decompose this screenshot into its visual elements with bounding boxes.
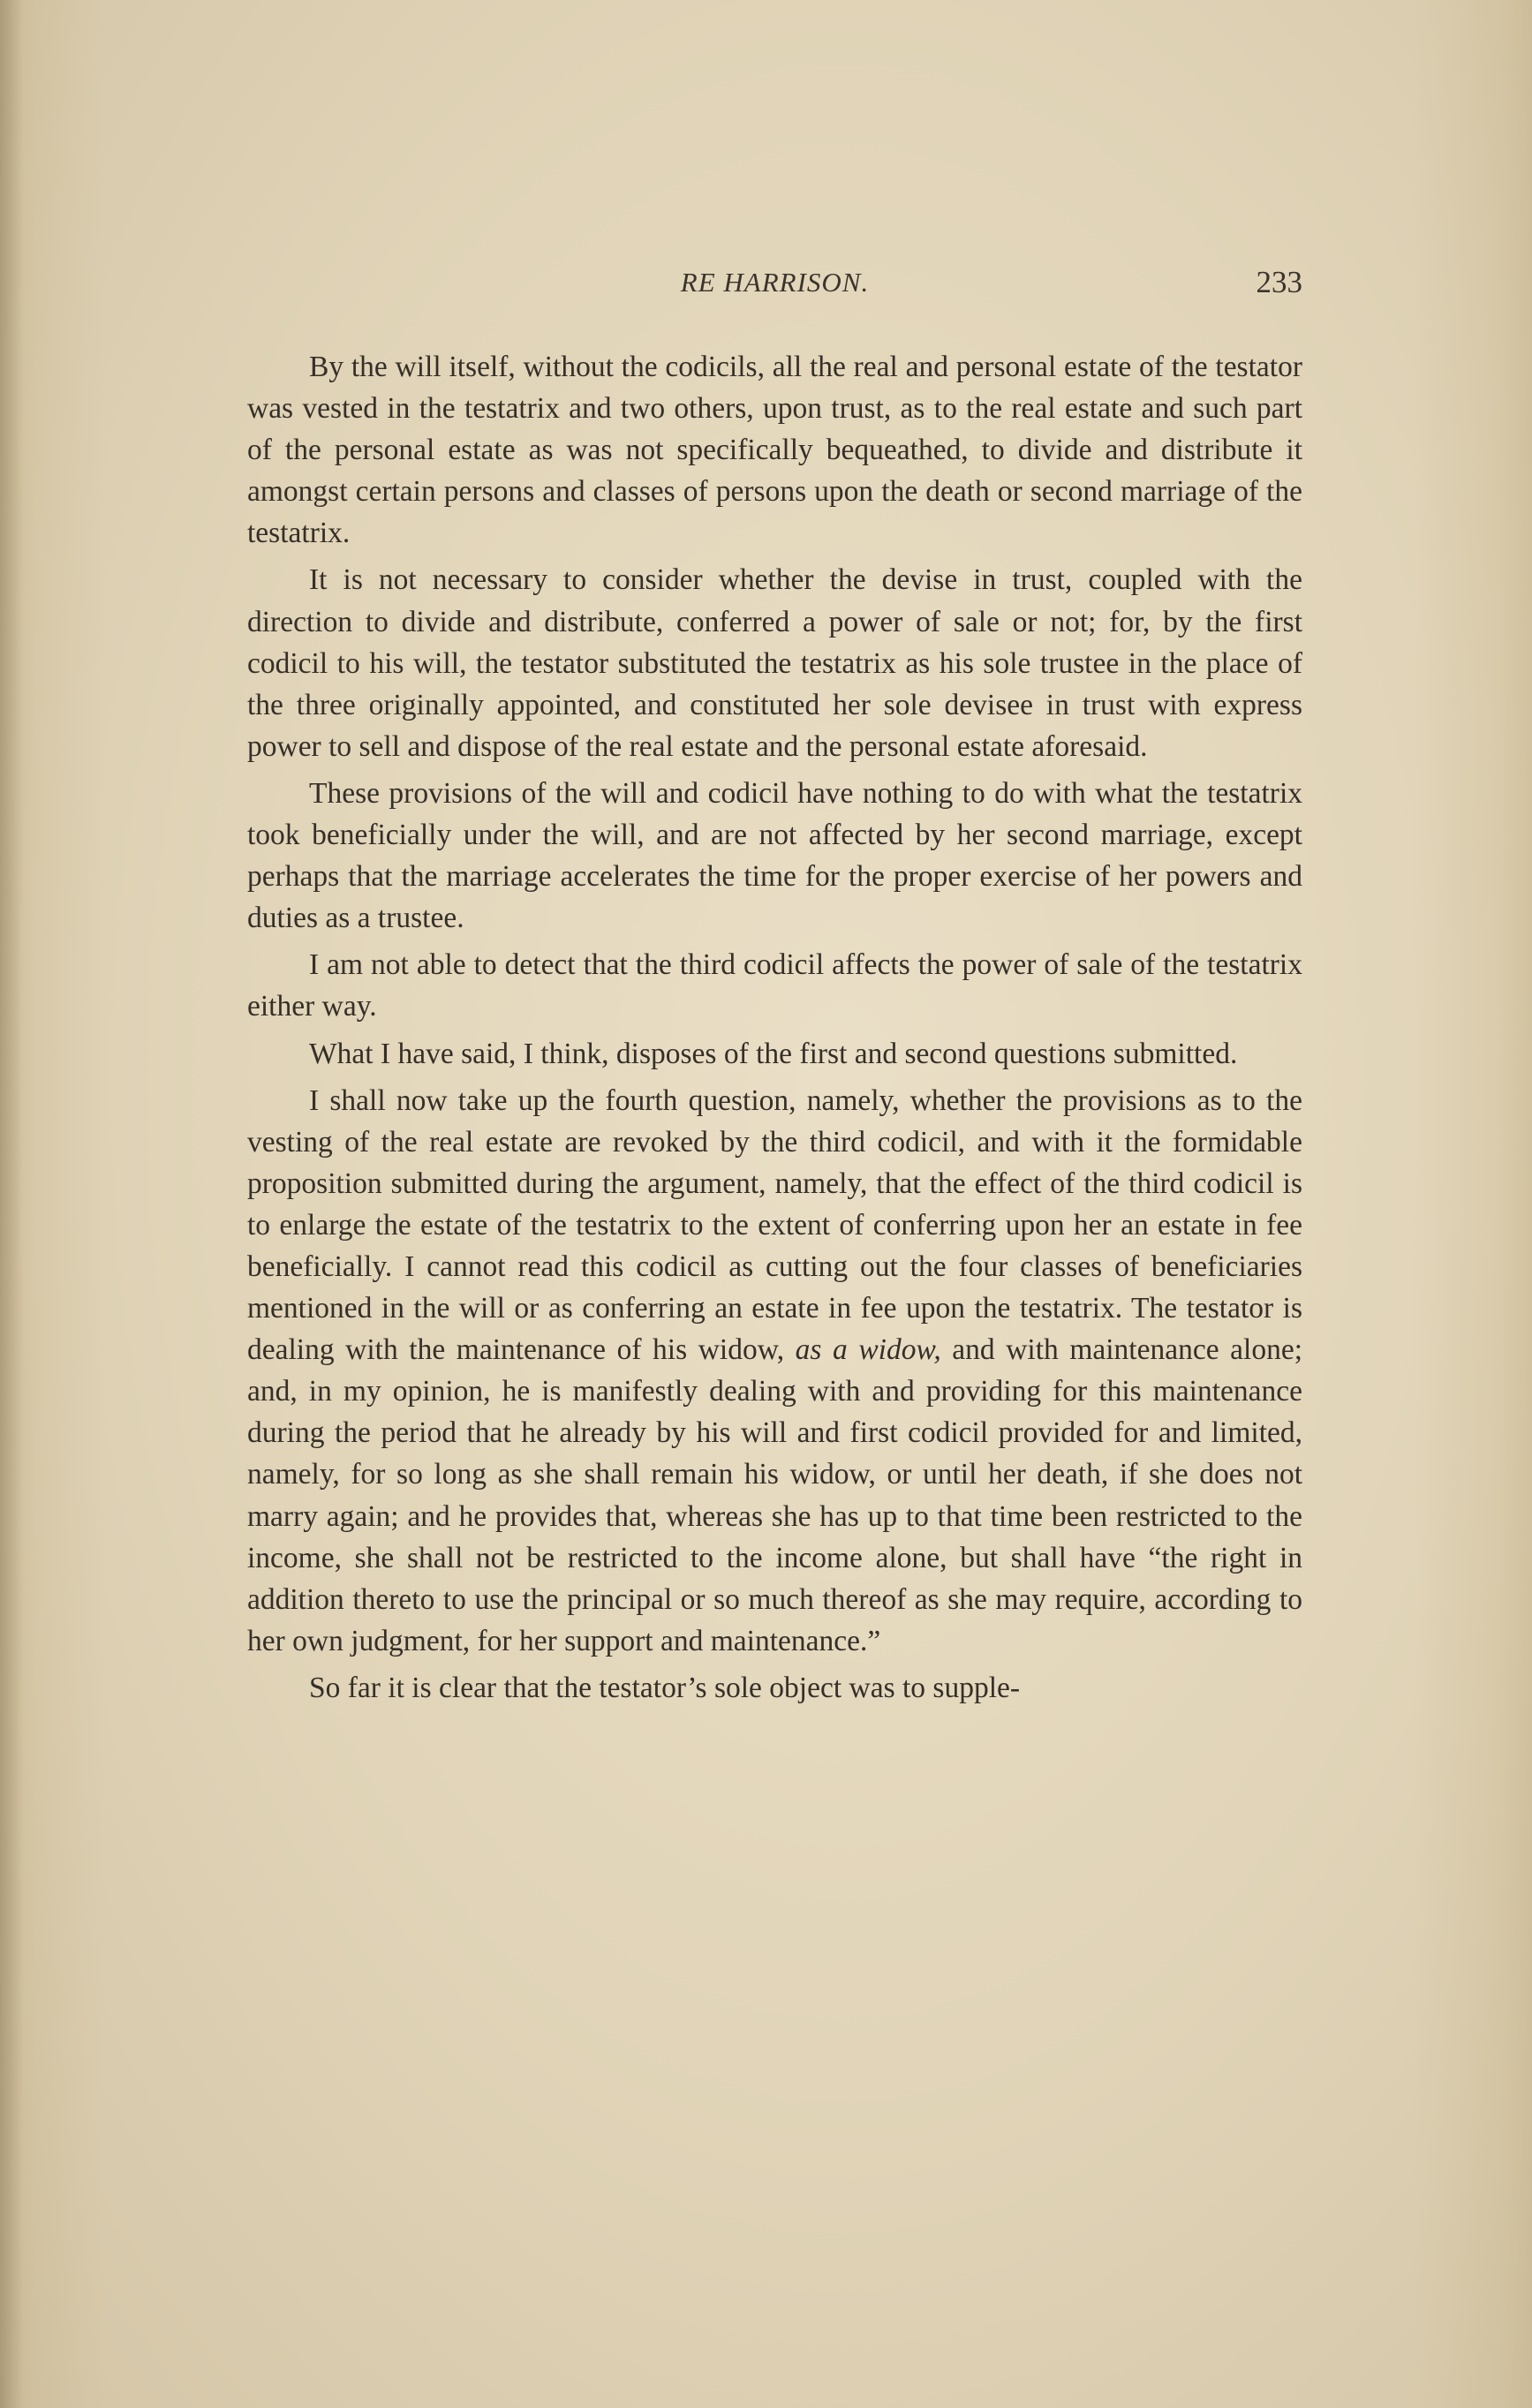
page-number: 233 bbox=[1256, 265, 1302, 299]
paragraph-6-part-2: and with maintenance alone; and, in my opinion, he is manifestly dealing with and providing for this maintenance during the period that he already by his will and first codicil provided for and limited, namely, for so long as she shall remain his widow, or until her death, if she does not marry again; and he provides that, whereas she has up to that time been restricted to the income, she shall not be restricted to the income alone, but shall have “the right in addition thereto to use the principal or so much thereof as she may require, according to her own judgment, for her support and maintenance.” bbox=[247, 1333, 1303, 1657]
paragraph-1: By the will itself, without the codicils, all the real and personal estate of the testator was vested in the testatrix and two others, upon trust, as to the real estate and such part of the personal estate as was not specifically bequeathed, to divide and distribute it amongst certain persons and classes of persons upon the death or second marriage of the testatrix. bbox=[247, 351, 1302, 550]
binding-gutter-shadow bbox=[0, 0, 23, 2408]
running-head: RE HARRISON. bbox=[680, 267, 870, 298]
paragraph-2: It is not necessary to consider whether the devise in trust, coupled with the direction to divide and distribute, conferred a power of sale or not; for, by the first codicil to his will, the testator substituted the testatrix as his sole trustee in the place of the three originally appointed, and constituted her sole devisee in trust with express power to sell and dispose of the real estate and the personal estate aforesaid. bbox=[247, 563, 1302, 763]
paragraph-6 bbox=[247, 1080, 1302, 1662]
page-header bbox=[247, 267, 1302, 311]
paragraph-6-part-1: I shall now take up the fourth question, namely, whether the provisions as to the vesting of the real estate are revoked by the third codicil, and with it the formidable proposition submitted during the argument, namely, that the effect of the third codicil is to enlarge the estate of the testatrix to the extent of conferring upon her an estate in fee beneficially. I cannot read this codicil as cutting out the four classes of beneficiaries mentioned in the will or as conferring an estate in fee upon the testatrix. The testator is dealing with the maintenance of his widow, bbox=[247, 1083, 1302, 1367]
italic-phrase: as a widow, bbox=[795, 1333, 941, 1367]
paragraph-7: So far it is clear that the testator’s sole object was to supple- bbox=[309, 1671, 1021, 1704]
paragraph-3: These provisions of the will and codicil have nothing to do with what the testatrix took beneficially under the will, and are not affected by her second marriage, except perhaps that the marriage accelerates the time for the proper exercise of her powers and duties as a trustee. bbox=[247, 776, 1302, 935]
paragraph-5: What I have said, I think, disposes of the first and second questions submitted. bbox=[309, 1037, 1238, 1070]
body-text bbox=[247, 346, 1302, 1714]
paragraph-4: I am not able to detect that the third codicil affects the power of sale of the testatrix either way. bbox=[247, 948, 1302, 1023]
